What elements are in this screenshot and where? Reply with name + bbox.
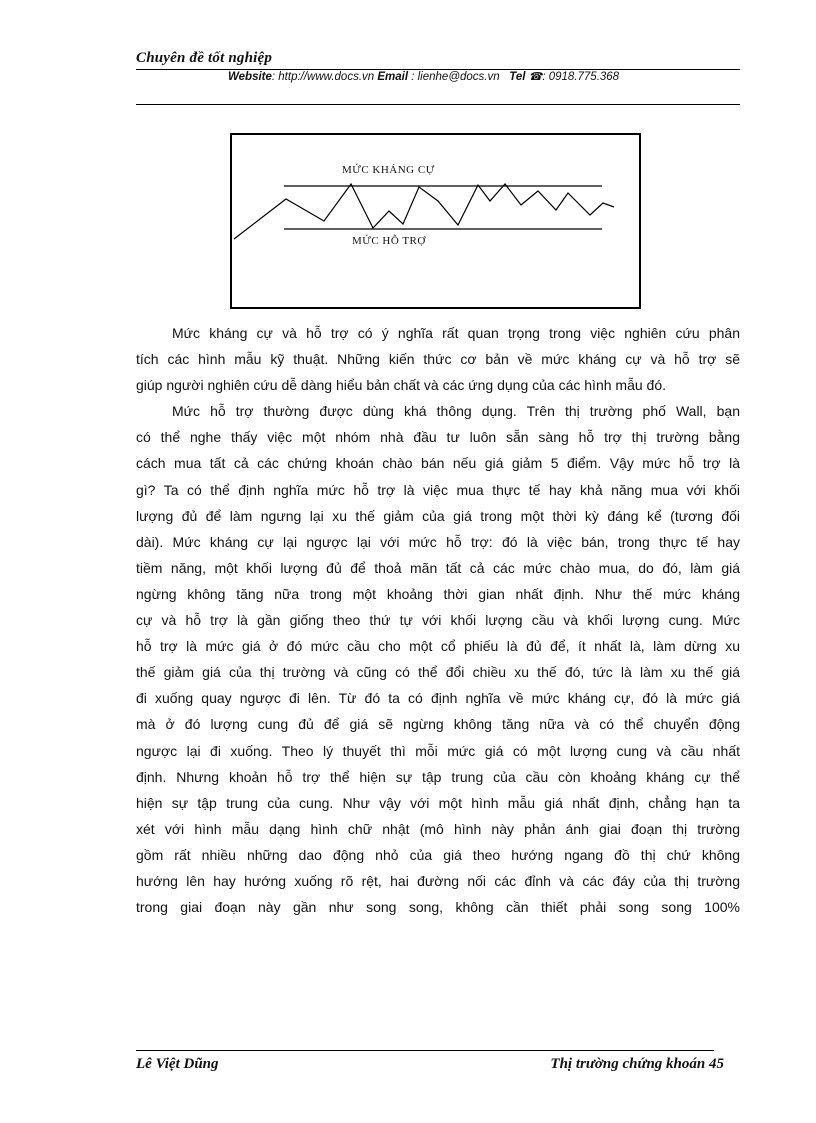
body-line: mà ở đó lượng cung đủ để giá sẽ ngừng không tăng nữa và có thể chuyển động: [136, 716, 740, 733]
email-label: Email: [377, 71, 409, 83]
body-line: tích các hình mẫu kỹ thuật. Những kiến thức cơ bản về mức kháng cự và hỗ trợ sẽ: [136, 351, 740, 368]
body-line: cự và hỗ trợ là gần giống theo thứ tự với khối lượng cầu và khối lượng cung. Mức: [136, 612, 740, 629]
body-line: hướng lên hay hướng xuống rõ rệt, hai đường nối các đỉnh và các đáy của thị trường: [136, 872, 740, 889]
body-line: xét với hình mẫu dạng hình chữ nhật (mô hình này phản ánh giai đoạn thị trường: [136, 820, 740, 837]
footer-author: Lê Việt Dũng: [136, 1056, 219, 1072]
body-line: trong giai đoạn này gần như song song, không cần thiết phải song song 100%: [136, 899, 740, 916]
tel-value: : 0918.775.368: [542, 71, 620, 83]
price-path: [234, 184, 614, 239]
resistance-label: MỨC KHÁNG CỰ: [342, 164, 435, 176]
support-label: MỨC HỖ TRỢ: [352, 235, 426, 247]
body-line: hỗ trợ là mức giá ở đó mức cầu cho một cổ phiếu là đủ để, ít nhất là, làm dừng xu: [136, 638, 740, 655]
phone-icon: ☎: [528, 71, 543, 83]
body-line: đi xuống quay ngược đi lên. Từ đó ta có định nghĩa về mức kháng cự, đó là mức giá: [136, 690, 740, 707]
body-line: có thể nghe thấy việc một nhóm nhà đầu tư luôn sẵn sàng hỗ trợ thị trường bằng: [136, 429, 740, 446]
document-header-title: Chuyên đề tốt nghiệp: [136, 50, 273, 66]
body-line: lượng đủ để làm ngưng lại xu thế giảm của giá trong một thời kỳ đáng kể (tương đối: [136, 507, 740, 524]
footer-divider: [136, 1050, 714, 1051]
header-contact-line: [228, 70, 619, 83]
body-line: thế giảm giá của thị trường và cũng có thể đổi chiều xu thế đó, tức là làm xu thế giá: [136, 664, 740, 681]
body-line: cách mua tất cả các chứng khoán chào bán nếu giá giảm 5 điểm. Vậy mức hỗ trợ là: [136, 455, 740, 472]
body-line: tiềm năng, một khối lượng đủ để thoả mãn tất cả các mức chào mua, do đó, làm giá: [136, 559, 740, 576]
body-line: gồm rất nhiều những dao động nhỏ của giá theo hướng ngang đồ thị chứ không: [136, 846, 740, 863]
body-line: ngược lại đi xuống. Theo lý thuyết thì mỗi mức giá có một lượng cung và cầu nhất: [136, 742, 740, 759]
body-line: Mức hỗ trợ thường được dùng khá thông dụng. Trên thị trường phố Wall, bạn: [172, 403, 740, 420]
body-line: định. Nhưng khoản hỗ trợ thể hiện sự tập trung của cầu còn khoảng kháng cự thể: [136, 768, 740, 785]
website-value[interactable]: : http://www.docs.vn: [271, 71, 375, 83]
body-paragraphs: [136, 320, 740, 920]
body-line: ngừng không tăng nữa trong một khoảng thời gian nhất định. Như thế mức kháng: [136, 585, 740, 602]
header-divider-lower: [136, 104, 740, 105]
body-line: Mức kháng cự và hỗ trợ có ý nghĩa rất quan trọng trong việc nghiên cứu phân: [172, 325, 740, 341]
support-resistance-diagram: [232, 135, 639, 307]
body-line: giúp người nghiên cứu dễ dàng hiểu bản chất và các ứng dụng của các hình mẫu đó.: [136, 377, 666, 394]
footer-page-label: Thị trường chứng khoán 45: [550, 1056, 724, 1072]
tel-label: Tel: [509, 71, 526, 83]
website-label: Website: [228, 71, 272, 83]
body-line: dài). Mức kháng cự lại ngược lại với mức hỗ trợ: đó là việc bán, trong thực tế hay: [136, 533, 740, 550]
body-line: hiện sự tập trung của cung. Như vậy với một hình mẫu giá nhất định, chẳng hạn ta: [136, 794, 740, 811]
body-line: gì? Ta có thể định nghĩa mức hỗ trợ là việc mua thực tế hay khả năng mua với khối: [136, 481, 740, 498]
email-value[interactable]: : lienhe@docs.vn: [408, 71, 500, 83]
support-resistance-figure: [230, 133, 641, 309]
